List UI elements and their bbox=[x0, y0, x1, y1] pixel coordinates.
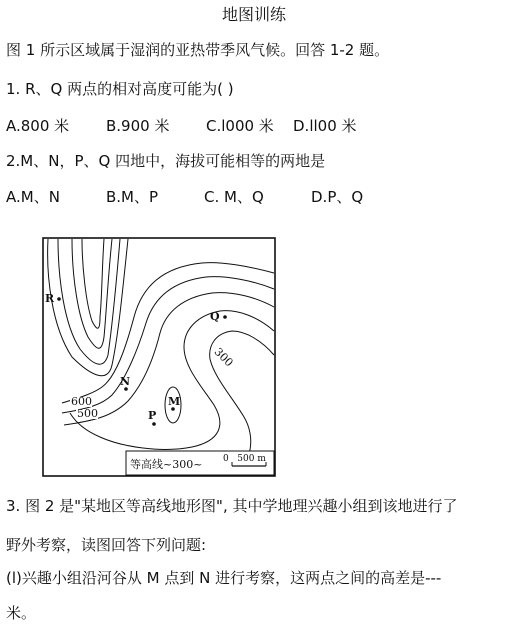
contour-label-300: 300 bbox=[211, 345, 236, 370]
q2-option-a: A.M、N bbox=[6, 188, 60, 206]
q2-option-c: C. M、Q bbox=[204, 188, 264, 206]
contour-label-600: 600 bbox=[71, 395, 92, 408]
point-q-label: Q bbox=[210, 310, 220, 323]
point-q-marker bbox=[223, 315, 227, 319]
intro-text: 图 1 所示区域属于湿润的亚热带季风气候。回答 1-2 题。 bbox=[6, 41, 390, 59]
question-1-stem: 1. R、Q 两点的相对高度可能为( ) bbox=[6, 80, 234, 98]
q1-option-c: C.l000 米 bbox=[206, 117, 274, 135]
q2-option-b: B.M、P bbox=[106, 188, 159, 206]
point-r-label: R bbox=[45, 292, 55, 305]
point-p-marker bbox=[152, 422, 156, 426]
question-2-stem: 2.M、N，P、Q 四地中，海拔可能相等的两地是 bbox=[6, 152, 326, 170]
point-n-label: N bbox=[120, 375, 131, 388]
question-3-line-1: 3. 图 2 是"某地区等高线地形图", 其中学地理兴趣小组到该地进行了 bbox=[6, 497, 458, 515]
q2-option-d: D.P、Q bbox=[311, 188, 364, 206]
page-title: 地图训练 bbox=[221, 5, 286, 24]
contour-map bbox=[42, 237, 276, 477]
question-3-line-2: 野外考察，读图回答下列问题: bbox=[6, 536, 207, 554]
point-m-label: M bbox=[168, 395, 181, 408]
q1-option-a: A.800 米 bbox=[6, 117, 70, 135]
point-p-label: P bbox=[148, 409, 157, 422]
point-r-marker bbox=[57, 297, 61, 301]
map-frame bbox=[43, 238, 275, 476]
q1-option-d: D.ll00 米 bbox=[293, 117, 357, 135]
question-3-line-3: (l)兴趣小组沿河谷从 M 点到 N 进行考察，这两点之间的高差是--- bbox=[6, 569, 442, 587]
scale-text: 0 500 m bbox=[223, 454, 266, 464]
question-3-line-4: 米。 bbox=[6, 604, 37, 622]
q1-option-b: B.900 米 bbox=[106, 117, 170, 135]
legend-text: 等高线~300~ bbox=[130, 458, 203, 471]
contour-label-500: 500 bbox=[77, 407, 98, 420]
